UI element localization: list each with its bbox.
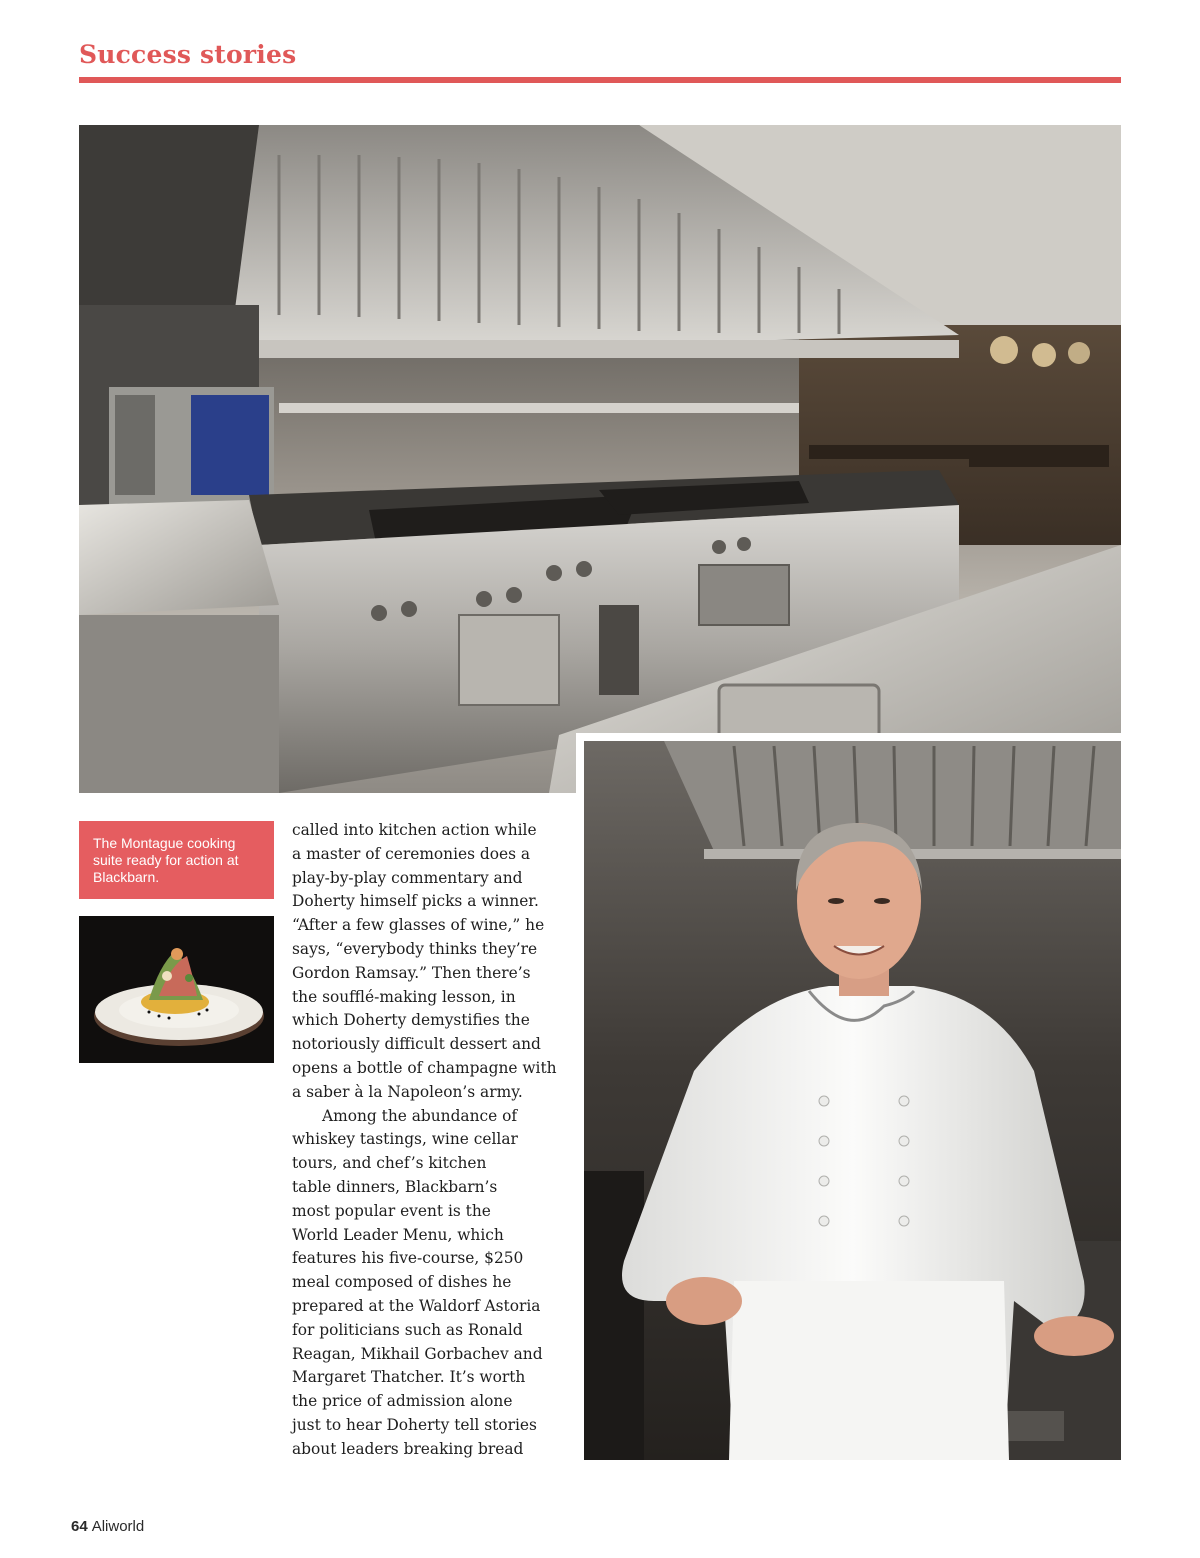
body-line: Margaret Thatcher. It’s worth: [292, 1368, 526, 1387]
body-line: features his five-course, $250: [292, 1249, 524, 1268]
body-line: opens a bottle of champagne with: [292, 1058, 557, 1077]
body-line: Among the abundance of: [322, 1106, 518, 1125]
body-line: play-by-play commentary and: [292, 868, 523, 887]
section-divider: [79, 77, 1121, 83]
body-line: Gordon Ramsay.” Then there’s: [292, 963, 531, 982]
body-line: table dinners, Blackbarn’s: [292, 1177, 498, 1196]
body-line: whiskey tastings, wine cellar: [292, 1130, 518, 1149]
body-line: for politicians such as Ronald: [292, 1320, 523, 1339]
body-line: the soufflé-making lesson, in: [292, 987, 516, 1006]
body-line: Doherty himself picks a winner.: [292, 892, 539, 911]
body-line: called into kitchen action while: [292, 821, 537, 839]
chef-photo: [584, 741, 1121, 1460]
body-line: the price of admission alone: [292, 1392, 513, 1411]
body-line: which Doherty demystifies the: [292, 1011, 530, 1030]
body-line: a master of ceremonies does a: [292, 844, 531, 863]
body-line: notoriously difficult dessert and: [292, 1035, 541, 1054]
body-line: about leaders breaking bread: [292, 1439, 524, 1458]
page-footer: [71, 1518, 144, 1535]
body-line: most popular event is the: [292, 1201, 491, 1220]
publication-name: Aliworld: [91, 1518, 145, 1535]
body-line: tours, and chef’s kitchen: [292, 1154, 487, 1173]
kitchen-photo: [79, 125, 1121, 793]
body-line: just to hear Doherty tell stories: [292, 1415, 537, 1434]
article-body: [292, 819, 562, 1462]
food-photo: [79, 916, 274, 1063]
photo-caption: The Montague cooking suite ready for action at Blackbarn.: [79, 821, 274, 899]
body-line: a saber à la Napoleon’s army.: [292, 1082, 523, 1101]
section-title: Success stories: [79, 40, 297, 69]
body-line: “After a few glasses of wine,” he: [292, 916, 545, 935]
body-line: World Leader Menu, which: [292, 1225, 504, 1244]
body-line: Reagan, Mikhail Gorbachev and: [292, 1344, 543, 1363]
body-line: prepared at the Waldorf Astoria: [292, 1296, 541, 1315]
body-line: says, “everybody thinks they’re: [292, 939, 538, 958]
body-line: meal composed of dishes he: [292, 1273, 512, 1292]
page-number: 64: [71, 1518, 88, 1535]
